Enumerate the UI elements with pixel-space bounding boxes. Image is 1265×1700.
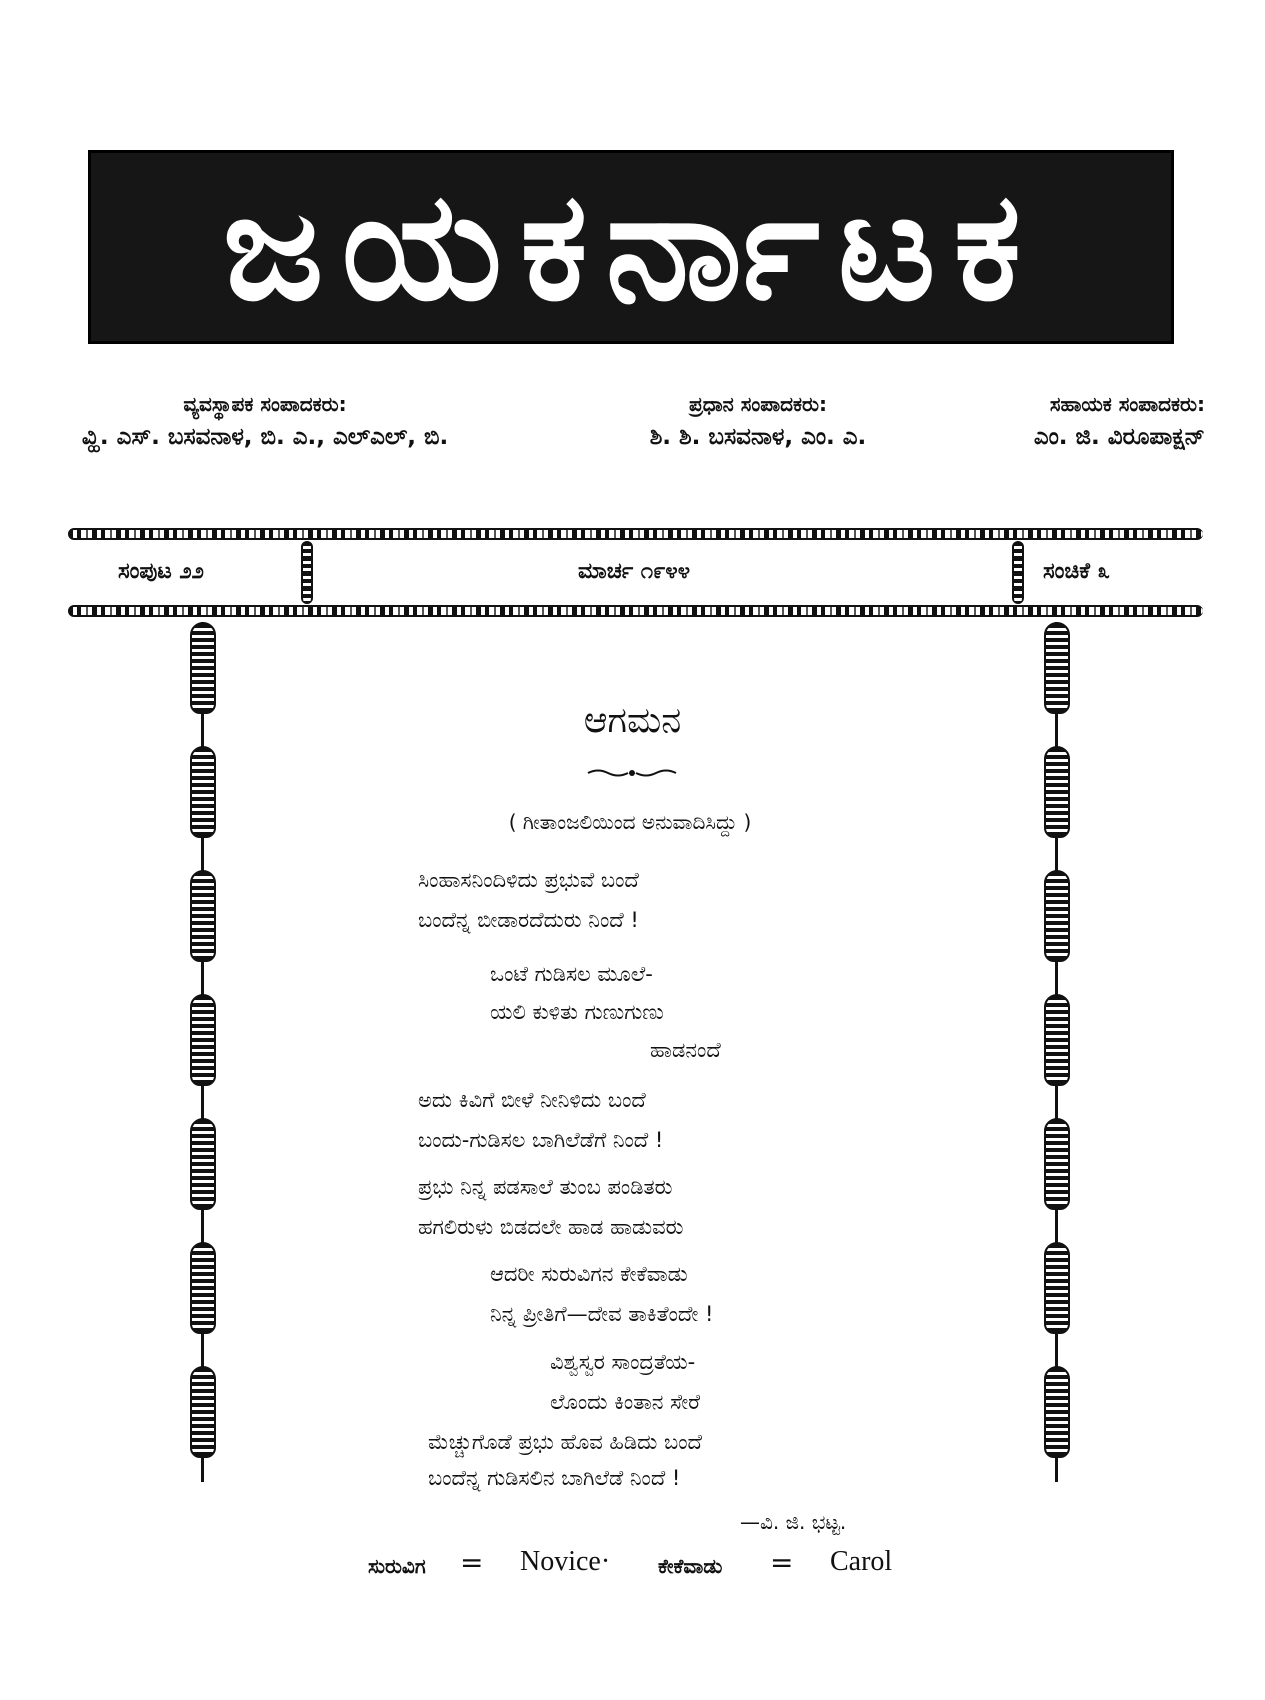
poem-line: ನಿನ್ನ ಪ್ರೀತಿಗೆ—ದೇವ ತಾಕಿತೆಂದೇ ! — [490, 1302, 714, 1326]
issue-bar — [68, 541, 1203, 604]
issue-volume: ಸಂಪುಟ ೨೨ — [118, 559, 205, 584]
poem-line: ಮೆಚ್ಚುಗೊಡೆ ಪ್ರಭು ಹೊವ ಹಿಡಿದು ಬಂದೆ — [428, 1430, 702, 1454]
editor-role: ವ್ಯವಸ್ಥಾಪಕ ಸಂಪಾದಕರು: — [183, 392, 347, 416]
pillar-bead — [1044, 746, 1070, 838]
poem-line: ಯಲಿ ಕುಳಿತು ಗುಣುಗುಣು — [490, 1000, 664, 1024]
chief-editor — [583, 392, 933, 450]
poem-line: ಪ್ರಭು ನಿನ್ನ ಪಡಸಾಲೆ ತುಂಬ ಪಂಡಿತರು — [418, 1175, 673, 1199]
glossary-term: ಕೇಕೆವಾಡು — [658, 1554, 723, 1578]
poem-line: ವಿಶ್ವಸ್ವರ ಸಾಂದ್ರತೆಯ- — [550, 1350, 696, 1374]
poem-signature: —ವಿ. ಜಿ. ಭಟ್ಟ. — [740, 1510, 847, 1534]
poem-title: ಆಗಮನ — [583, 700, 682, 741]
poem-line: ಲೊಂದು ಕಿಂತಾನ ಸೇರೆ — [550, 1390, 701, 1414]
poem-line: ಬಂದೆನ್ನ ಗುಡಿಸಲಿನ ಬಾಗಿಲೆಡೆ ನಿಂದೆ ! — [428, 1466, 681, 1490]
masthead-title: ಜಯಕರ್ನಾಟಕ — [222, 160, 1040, 334]
ornamental-border-top — [68, 527, 1203, 541]
poem-subtitle: ( ಗೀತಾಂಜಲಿಯಿಂದ ಅನುವಾದಿಸಿದ್ದು ) — [508, 810, 752, 834]
editor-name: ಶಿ. ಶಿ. ಬಸವನಾಳ, ಎಂ. ಎ. — [649, 424, 867, 450]
pillar-bead — [1044, 1118, 1070, 1210]
poem-line: ಹಗಲಿರುಳು ಬಿಡದಲೇ ಹಾಡ ಹಾಡುವರು — [418, 1215, 684, 1239]
editor-name: ಎಂ. ಜಿ. ವಿರೂಪಾಕ್ಷನ್ — [1033, 424, 1205, 450]
title-flourish-ornament — [586, 766, 678, 780]
pillar-bead — [190, 746, 216, 838]
ornamental-pillar-right — [1042, 622, 1072, 1482]
editor-role: ಪ್ರಧಾನ ಸಂಪಾದಕರು: — [689, 392, 827, 416]
pillar-bead — [190, 1118, 216, 1210]
editor-name: ವ್ಹಿ. ಎಸ್. ಬಸವನಾಳ, ಬಿ. ಎ., ಎಲ್‌ಎಲ್, ಬಿ. — [81, 424, 449, 450]
pillar-bead — [1044, 994, 1070, 1086]
glossary-meaning: Carol — [830, 1546, 893, 1577]
glossary-equals: = — [460, 1546, 484, 1579]
pillar-bead — [190, 622, 216, 714]
poem-line: ಆದರೀ ಸುರುವಿಗನ ಕೇಕೆವಾಡು — [490, 1262, 688, 1286]
glossary-meaning: Novice· — [520, 1546, 611, 1577]
pillar-bead — [190, 994, 216, 1086]
poem-line: ಸಿಂಹಾಸನಿಂದಿಳಿದು ಪ್ರಭುವೆ ಬಂದೆ — [418, 868, 639, 892]
pillar-bead — [1044, 622, 1070, 714]
pillar-bead — [1044, 1366, 1070, 1458]
poem-line: ಅದು ಕಿವಿಗೆ ಬೀಳೆ ನೀನಿಳಿದು ಬಂದೆ — [418, 1088, 646, 1112]
ornamental-divider-right — [1012, 541, 1024, 604]
pillar-bead — [190, 1242, 216, 1334]
ornamental-border-bottom — [68, 604, 1203, 618]
poem-line: ಬಂದು-ಗುಡಿಸಲ ಬಾಗಿಲೆಡೆಗೆ ನಿಂದೆ ! — [418, 1128, 664, 1152]
poem-line: ಒಂಟೆ ಗುಡಿಸಲ ಮೂಲೆ- — [490, 962, 653, 986]
editor-role: ಸಹಾಯಕ ಸಂಪಾದಕರು: — [1049, 392, 1205, 416]
issue-date: ಮಾರ್ಚ ೧೯೪೪ — [578, 559, 691, 584]
glossary-equals: = — [770, 1546, 794, 1579]
glossary-term: ಸುರುವಿಗ — [368, 1554, 426, 1578]
managing-editor — [55, 392, 475, 450]
ornamental-pillar-left — [188, 622, 218, 1482]
glossary — [360, 1546, 980, 1586]
issue-number: ಸಂಚಿಕೆ ೩ — [1043, 559, 1110, 584]
poem-line: ಹಾಡನಂದೆ — [650, 1038, 721, 1062]
pillar-bead — [1044, 1242, 1070, 1334]
pillar-bead — [1044, 870, 1070, 962]
editors-section — [55, 392, 1205, 462]
assistant-editor — [950, 392, 1205, 450]
pillar-bead — [190, 1366, 216, 1458]
ornamental-divider-left — [301, 541, 313, 604]
poem-line: ಬಂದೆನ್ನ ಬೀಡಾರದೆದುರು ನಿಂದೆ ! — [418, 908, 639, 932]
pillar-bead — [190, 870, 216, 962]
masthead-banner — [88, 150, 1174, 344]
